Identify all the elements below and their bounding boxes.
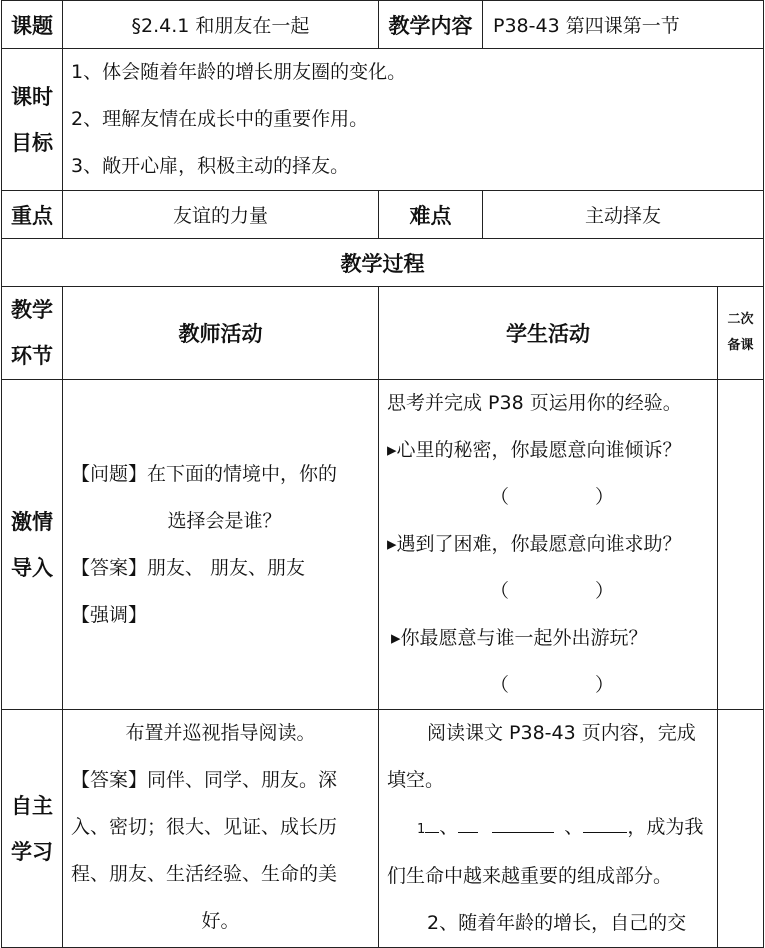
process-title: 教学过程 bbox=[2, 239, 764, 287]
teacher-answer-line: 【答案】同伴、同学、朋友。深 bbox=[71, 769, 338, 791]
content-label: 教学内容 bbox=[379, 1, 483, 49]
fill-in-blank-1 bbox=[387, 804, 709, 853]
stage-header-line2: 环节 bbox=[11, 344, 53, 368]
teacher-activity-header: 教师活动 bbox=[63, 287, 379, 380]
answer-blank[interactable] bbox=[458, 832, 478, 833]
fill-separator: 、 bbox=[564, 816, 584, 838]
stage2-name-line2: 学习 bbox=[11, 839, 53, 864]
student-question-1: ▸心里的秘密，你最愿意向谁倾诉？ bbox=[387, 439, 682, 461]
stage-header bbox=[2, 287, 63, 380]
process-title-row bbox=[2, 239, 764, 287]
teacher-answer-line: 程、朋友、生活经验、生命的美 bbox=[71, 863, 338, 885]
stage2-teacher-activity bbox=[63, 710, 379, 948]
answer-blank[interactable] bbox=[583, 832, 627, 833]
objectives-label-line2: 目标 bbox=[11, 130, 53, 155]
header-row bbox=[2, 1, 764, 49]
teacher-emphasis: 【强调】 bbox=[71, 603, 148, 626]
stage2-row bbox=[2, 710, 764, 948]
objectives-list bbox=[63, 49, 764, 191]
teacher-answer-line: 好。 bbox=[201, 910, 240, 932]
stage1-name-line2: 导入 bbox=[11, 555, 53, 580]
student-reading-task: 阅读课文 P38-43 页内容，完成 bbox=[427, 722, 696, 744]
objective-item: 1、体会随着年龄的增长朋友圈的变化。 bbox=[71, 61, 407, 83]
revision-notes-header bbox=[718, 287, 764, 380]
fill-number: 1 bbox=[417, 822, 426, 837]
fill-in-blank-1-cont: 们生命中越来越重要的组成部分。 bbox=[387, 865, 673, 887]
stage1-revision-notes bbox=[718, 380, 764, 710]
stage-header-line1: 教学 bbox=[11, 298, 53, 322]
objectives-label bbox=[2, 49, 63, 191]
lesson-plan-table bbox=[1, 0, 764, 948]
content-value: P38-43 第四课第一节 bbox=[483, 1, 764, 49]
stage1-student-activity bbox=[379, 380, 718, 710]
student-reading-task-cont: 填空。 bbox=[387, 769, 445, 791]
answer-parentheses-2 bbox=[387, 568, 717, 615]
objective-item: 2、理解友情在成长中的重要作用。 bbox=[71, 108, 369, 130]
topic-label: 课题 bbox=[2, 1, 63, 49]
teacher-answer-line: 入、密切；很大、见证、成长历 bbox=[71, 816, 338, 838]
stage2-name-line1: 自主 bbox=[11, 793, 53, 818]
teacher-answer: 【答案】朋友、 朋友、朋友 bbox=[71, 556, 306, 579]
objectives-label-line1: 课时 bbox=[11, 84, 53, 109]
stage1-teacher-activity bbox=[63, 380, 379, 710]
revision-notes-line1: 二次 bbox=[727, 312, 754, 327]
paren-open: （ bbox=[489, 580, 509, 602]
answer-blank[interactable] bbox=[492, 832, 554, 833]
teacher-question: 【问题】在下面的情境中，你的 bbox=[71, 462, 338, 485]
objective-item: 3、敞开心扉，积极主动的择友。 bbox=[71, 155, 350, 177]
paren-close: ） bbox=[595, 486, 615, 508]
paren-open: （ bbox=[489, 486, 509, 508]
topic-value: §2.4.1 和朋友在一起 bbox=[63, 1, 379, 49]
stage1-name bbox=[2, 380, 63, 710]
teacher-task: 布置并巡视指导阅读。 bbox=[125, 722, 316, 744]
answer-blank[interactable] bbox=[425, 832, 439, 833]
revision-notes-line2: 备课 bbox=[727, 338, 754, 353]
answer-parentheses-1 bbox=[387, 474, 717, 521]
stage1-name-line1: 激情 bbox=[11, 509, 53, 534]
objectives-row bbox=[2, 49, 764, 191]
stage2-name bbox=[2, 710, 63, 948]
process-header-row bbox=[2, 287, 764, 380]
stage1-row bbox=[2, 380, 764, 710]
key-point-label: 重点 bbox=[2, 191, 63, 239]
paren-open: （ bbox=[489, 674, 509, 696]
fill-suffix: ，成为我 bbox=[627, 816, 704, 838]
student-question-2: ▸遇到了困难，你最愿意向谁求助？ bbox=[387, 533, 682, 555]
difficulty-label: 难点 bbox=[379, 191, 483, 239]
teacher-question-cont: 选择会是谁？ bbox=[167, 509, 282, 532]
fill-in-blank-2: 2、随着年龄的增长，自己的交 bbox=[427, 912, 687, 934]
student-intro: 思考并完成 P38 页运用你的经验。 bbox=[387, 392, 682, 414]
key-point-value: 友谊的力量 bbox=[63, 191, 379, 239]
answer-parentheses-3 bbox=[387, 662, 717, 709]
fill-separator: 、 bbox=[439, 816, 459, 838]
student-question-3: ▸你最愿意与谁一起外出游玩？ bbox=[391, 627, 648, 649]
stage2-student-activity bbox=[379, 710, 718, 948]
difficulty-value: 主动择友 bbox=[483, 191, 764, 239]
paren-close: ） bbox=[595, 580, 615, 602]
focus-row bbox=[2, 191, 764, 239]
student-activity-header: 学生活动 bbox=[379, 287, 718, 380]
stage2-revision-notes bbox=[718, 710, 764, 948]
paren-close: ） bbox=[595, 674, 615, 696]
